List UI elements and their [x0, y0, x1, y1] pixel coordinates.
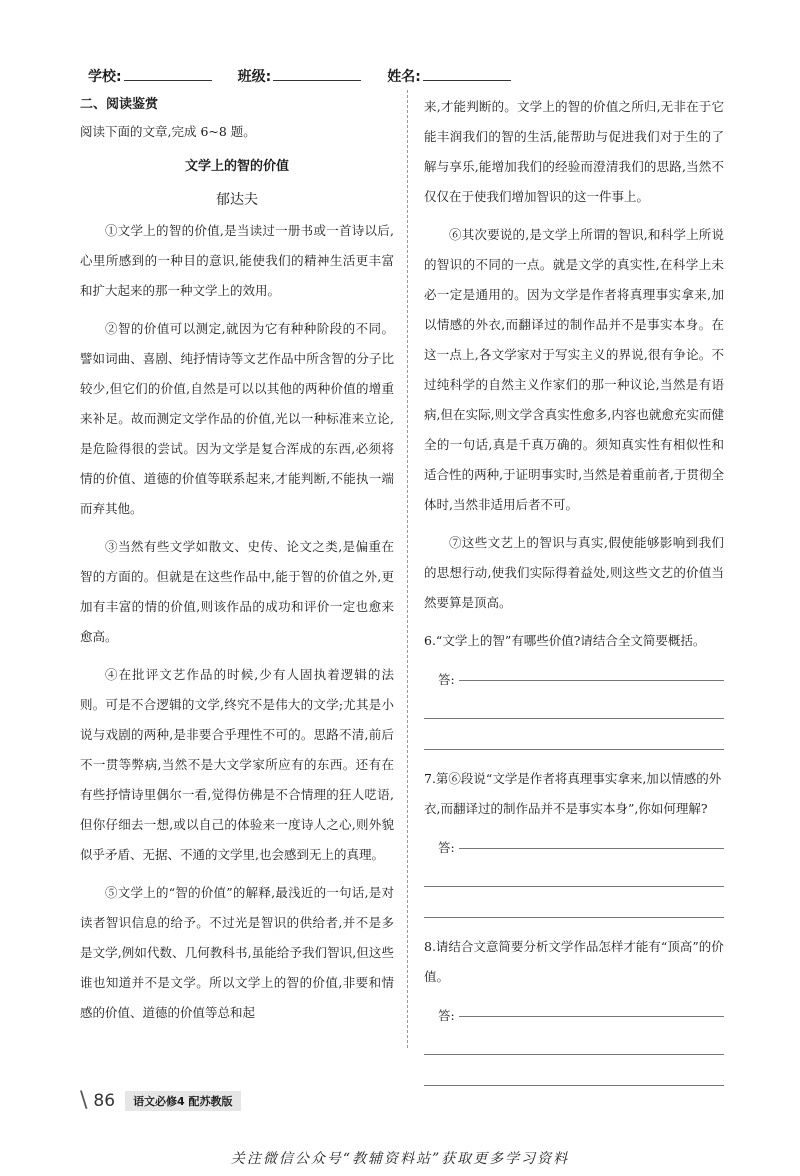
paragraph-5: ⑤文学上的“智的价值”的解释,最浅近的一句话,是对读者智识信息的给予。不过光是智识的供给者,并不是多是文学,例如代数、几何教科书,虽能给予我们智识,但这些谁也知道并不是文学。所以文学上的智的价值,非要和情感的价值、道德的价值等总和起 [80, 885, 394, 1020]
question-6: 6.“文学上的智”有哪些价值?请结合全文简要概括。 [424, 633, 706, 648]
left-column [80, 92, 394, 1036]
answer-label: 答: [438, 672, 455, 687]
footer-slash: \ [80, 1088, 88, 1113]
answer-8-line-3[interactable] [424, 1055, 724, 1086]
paragraph-2: ②智的价值可以测定,就因为它有种种阶段的不同。譬如词曲、喜剧、纯抒情诗等文艺作品中所含智的分子比较少,但它们的价值,自然是可以以其他的两种价值的增重来补足。故而测定文学作品的价值,光以一种标准来立论,是危险得很的尝试。因为文学是复合浑成的东西,必须将情的价值、道德的价值等联系起来,才能判断,不能执一端而弃其他。 [80, 321, 394, 516]
answer-8-line-2[interactable] [424, 1024, 724, 1055]
paragraph-1: ①文学上的智的价值,是当读过一册书或一首诗以后,心里所感到的一种目的意识,能使我们的精神生活更丰富和扩大起来的那一种文学上的效用。 [80, 223, 394, 298]
name-field [387, 66, 511, 86]
name-label: 姓名: [387, 69, 421, 85]
section-title: 二、阅读鉴赏 [80, 97, 159, 112]
instruction: 阅读下面的文章,完成 6~8 题。 [80, 124, 256, 139]
school-label: 学校: [88, 69, 122, 85]
class-label: 班级: [237, 69, 272, 85]
paragraph-7: ⑦这些文艺上的智识与真实,假使能够影响到我们的思想行动,使我们实际得着益处,则这些文艺的价值当然要算是顶高。 [424, 535, 724, 610]
question-7: 7.第⑥段说“文学是作者将真理事实拿来,加以情感的外衣,而翻译过的制作品并不是事实本身”,你如何理解? [424, 771, 722, 816]
column-divider [407, 90, 408, 1048]
answer-7-line-1[interactable] [424, 826, 724, 856]
answer-7-line-2[interactable] [424, 856, 724, 887]
answer-label: 答: [438, 1008, 455, 1023]
answer-7-line-3[interactable] [424, 887, 724, 918]
question-8: 8.请结合文意简要分析文学作品怎样才能有“顶高”的价值。 [424, 939, 724, 984]
school-field [88, 66, 212, 86]
header-fields [88, 66, 728, 86]
answer-6-line-2[interactable] [424, 688, 724, 719]
school-blank[interactable] [124, 66, 212, 81]
paragraph-3: ③当然有些文学如散文、史传、论文之类,是偏重在智的方面的。但就是在这些作品中,能于智的价值之外,更加有丰富的情的价值,则该作品的成功和评价一定也愈来愈高。 [80, 539, 394, 644]
class-blank[interactable] [273, 66, 361, 81]
answer-line [459, 848, 724, 849]
page-number: 86 [93, 1090, 116, 1111]
article-author: 郁达夫 [216, 192, 258, 208]
page-footer [80, 1088, 241, 1113]
answer-line [459, 680, 724, 681]
article-title: 文学上的智的价值 [184, 159, 289, 174]
answer-label: 答: [438, 840, 455, 855]
answer-8-line-1[interactable] [424, 994, 724, 1024]
paragraph-4: ④在批评文艺作品的时候,少有人固执着逻辑的法则。可是不合逻辑的文学,终究不是伟大的文学;尤其是小说与戏剧的两种,是非要合乎理性不可的。思路不清,前后不一贯等弊病,当然不是大文学家所应有的东西。还有在有些抒情诗里偶尔一看,觉得仿佛是不合情理的狂人呓语,但你仔细去一想,或以自己的体验来一度诗人之心,则外貌似乎矛盾、无据、不通的文学里,也会感到无上的真理。 [80, 667, 394, 862]
watermark-text: 关注微信公众号“教辅资料站”获取更多学习资料 [230, 1151, 570, 1167]
right-column [424, 92, 724, 1086]
answer-6-line-3[interactable] [424, 719, 724, 750]
answer-6-line-1[interactable] [424, 658, 724, 688]
name-blank[interactable] [423, 66, 511, 81]
paragraph-5-continued: 来,才能判断的。文学上的智的价值之所归,无非在于它能丰润我们的智的生活,能帮助与促进我们对于生的了解与享乐,能增加我们的经验而澄清我们的思路,当然不仅仅在于使我们增加智识的这一件事上。 [424, 99, 724, 204]
paragraph-6: ⑥其次要说的,是文学上所谓的智识,和科学上所说的智识的不同的一点。就是文学的真实性,在科学上未必一定是通用的。因为文学是作者将真理事实拿来,加以情感的外衣,而翻译过的制作品并不是事实本身。在这一点上,各文学家对于写实主义的界说,很有争论。不过纯科学的自然主义作家们的那一种议论,当然是有语病,但在实际,则文学含真实性愈多,内容也就愈充实而健全的一句话,真是千真万确的。须知真实性有相似性和适合性的两种,于证明事实时,当然是着重前者,于贯彻全体时,当然非适用后者不可。 [424, 227, 724, 512]
book-label: 语文必修4 配苏教版 [125, 1091, 240, 1111]
class-field [238, 66, 362, 86]
answer-line [459, 1016, 724, 1017]
